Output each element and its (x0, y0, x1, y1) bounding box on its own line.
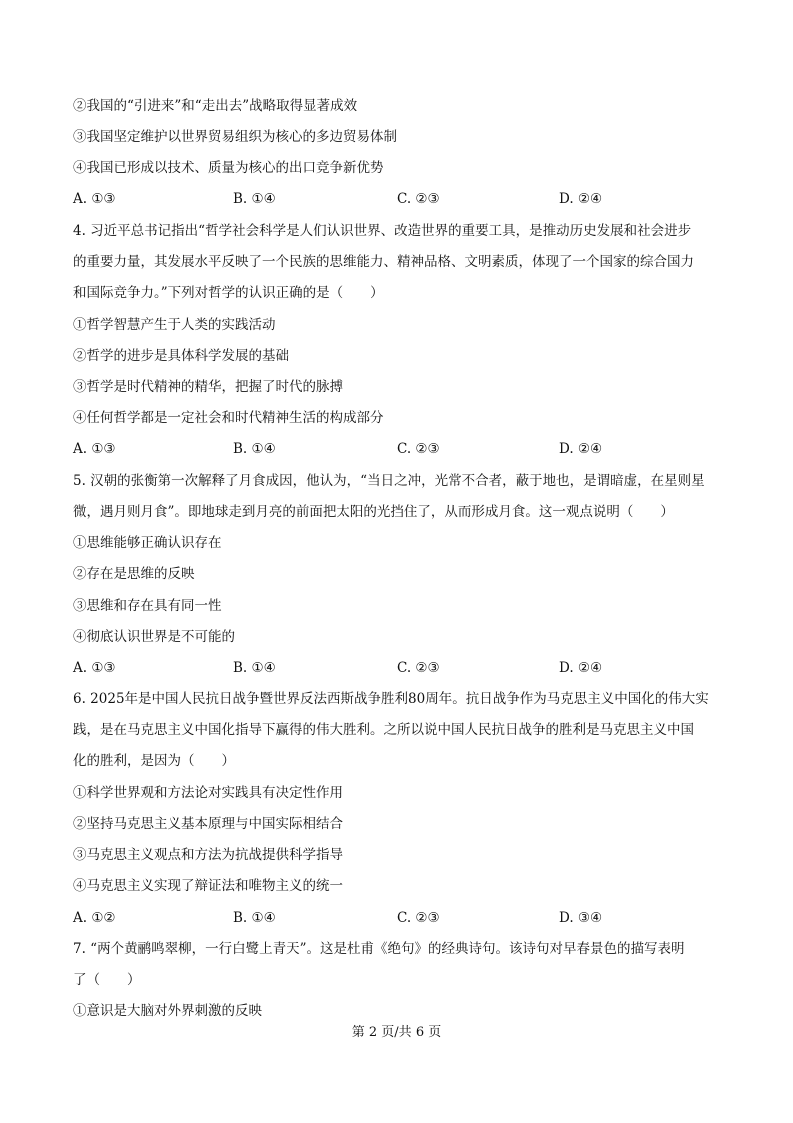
q6-option-c: C. ②③ (397, 910, 440, 926)
q3-statement-4: ④我国已形成以技术、质量为核心的出口竞争新优势 (73, 160, 384, 176)
q5-statement-4: ④彻底认识世界是不可能的 (73, 629, 235, 645)
q4-statement-4: ④任何哲学都是一定社会和时代精神生活的构成部分 (73, 410, 384, 426)
q3-option-d: D. ②④ (559, 191, 603, 207)
q3-option-a: A. ①③ (73, 191, 116, 207)
q4-option-c: C. ②③ (397, 441, 440, 457)
q4-stem-line-3: 和国际竞争力。”下列对哲学的认识正确的是（ ） (73, 285, 384, 301)
q4-options (73, 440, 723, 458)
q4-stem-line-2: 的重要力量，其发展水平反映了一个民族的思维能力、精神品格、文明素质，体现了一个国家的综合国力 (73, 254, 694, 270)
q4-option-b: B. ①④ (233, 441, 276, 457)
q4-statement-1: ①哲学智慧产生于人类的实践活动 (73, 317, 276, 333)
q5-stem-line-1: 5. 汉朝的张衡第一次解释了月食成因，他认为，“当日之冲，光常不合者，蔽于地也，是谓暗虚，在星则星 (73, 473, 705, 489)
q5-options (73, 659, 723, 677)
q4-statement-2: ②哲学的进步是具体科学发展的基础 (73, 348, 289, 364)
q3-statement-3: ③我国坚定维护以世界贸易组织为核心的多边贸易体制 (73, 129, 397, 145)
q5-statement-1: ①思维能够正确认识存在 (73, 535, 222, 551)
q6-stem-line-1: 6. 2025年是中国人民抗日战争暨世界反法西斯战争胜利80周年。抗日战争作为马克思主义中国化的伟大实 (73, 691, 709, 707)
q3-option-b: B. ①④ (233, 191, 276, 207)
q6-option-a: A. ①② (73, 910, 116, 926)
q4-option-d: D. ②④ (559, 441, 603, 457)
q6-option-b: B. ①④ (233, 910, 276, 926)
q7-stem-line-2: 了（ ） (73, 972, 141, 988)
q5-statement-2: ②存在是思维的反映 (73, 566, 195, 582)
q7-stem-line-1: 7. “两个黄鹂鸣翠柳，一行白鹭上青天”。这是杜甫《绝句》的经典诗句。该诗句对早春景色的描写表明 (73, 941, 685, 957)
q4-option-a: A. ①③ (73, 441, 116, 457)
q5-option-a: A. ①③ (73, 660, 116, 676)
q4-stem-line-1: 4. 习近平总书记指出“哲学社会科学是人们认识世界、改造世界的重要工具，是推动历史发展和社会进步 (73, 223, 692, 239)
q6-options (73, 909, 723, 927)
q6-statement-2: ②坚持马克思主义基本原理与中国实际相结合 (73, 816, 343, 832)
q5-stem-line-2: 微，遇月则月食”。即地球走到月亮的前面把太阳的光挡住了，从而形成月食。这一观点说明（ ） (73, 504, 674, 520)
q4-statement-3: ③哲学是时代精神的精华，把握了时代的脉搏 (73, 379, 343, 395)
q6-statement-1: ①科学世界观和方法论对实践具有决定性作用 (73, 785, 343, 801)
q6-statement-4: ④马克思主义实现了辩证法和唯物主义的统一 (73, 878, 343, 894)
q6-stem-line-3: 化的胜利，是因为（ ） (73, 753, 235, 769)
q3-option-c: C. ②③ (397, 191, 440, 207)
q6-stem-line-2: 践，是在马克思主义中国化指导下赢得的伟大胜利。之所以说中国人民抗日战争的胜利是马克思主义中国 (73, 722, 694, 738)
q5-statement-3: ③思维和存在具有同一性 (73, 598, 222, 614)
q6-option-d: D. ③④ (559, 910, 603, 926)
q7-statement-1: ①意识是大脑对外界刺激的反映 (73, 1003, 262, 1019)
page-number: 第 2 页/共 6 页 (351, 1025, 442, 1040)
q3-statement-2: ②我国的“引进来”和“走出去”战略取得显著成效 (73, 98, 358, 114)
q6-statement-3: ③马克思主义观点和方法为抗战提供科学指导 (73, 847, 343, 863)
q3-options (73, 190, 723, 208)
q5-option-d: D. ②④ (559, 660, 603, 676)
q5-option-c: C. ②③ (397, 660, 440, 676)
q5-option-b: B. ①④ (233, 660, 276, 676)
